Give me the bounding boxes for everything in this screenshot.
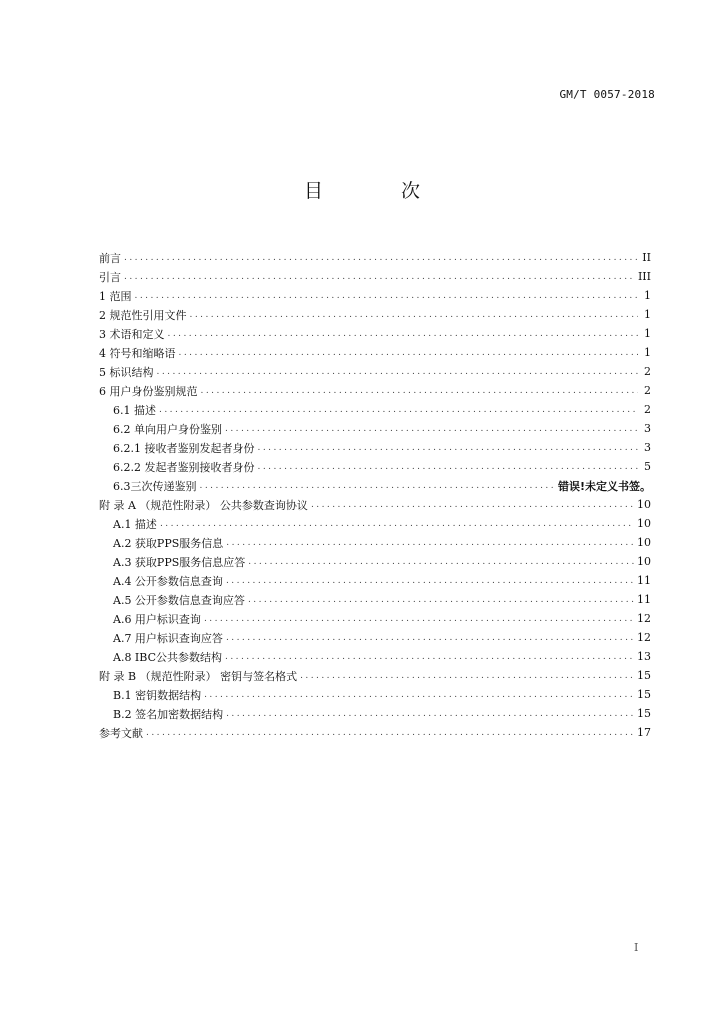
toc-entry-page: 1	[644, 289, 651, 302]
toc-leader-dots	[159, 402, 638, 415]
toc-entry-label: 参考文献	[99, 726, 143, 740]
toc-entry-page: 10	[637, 517, 651, 530]
toc-entry-page: 3	[644, 422, 651, 435]
toc-entry-page: 11	[637, 593, 651, 606]
toc-leader-dots	[311, 497, 634, 510]
toc-entry-page: 13	[637, 650, 651, 663]
toc-entry-label: A.3 获取PPS服务信息应答	[113, 555, 246, 569]
toc-leader-dots	[300, 668, 634, 681]
toc-entry-label: B.2 签名加密数据结构	[113, 707, 224, 721]
toc-entry-label: A.5 公开参数信息查询应答	[113, 593, 245, 607]
toc-leader-dots	[160, 516, 634, 529]
toc-entry[interactable]	[99, 438, 651, 457]
toc-entry-page: III	[637, 270, 651, 283]
toc-leader-dots	[258, 459, 639, 472]
toc-leader-dots	[200, 478, 555, 491]
toc-entry-label: A.7 用户标识查询应答	[113, 631, 223, 645]
toc-entry[interactable]	[99, 286, 651, 305]
toc-entry-page: 10	[637, 536, 651, 549]
toc-entry-page: 10	[637, 555, 651, 568]
toc-entry-page: 12	[637, 631, 651, 644]
toc-entry-label: 附 录 A （规范性附录） 公共参数查询协议	[99, 498, 308, 512]
toc-entry-label: 3 术语和定义	[99, 327, 165, 341]
toc-entry[interactable]	[99, 609, 651, 628]
toc-entry[interactable]	[99, 495, 651, 514]
toc-entry[interactable]	[99, 685, 651, 704]
toc-entry-label: 引言	[99, 270, 121, 284]
toc-entry[interactable]	[99, 476, 651, 495]
toc-leader-dots	[179, 345, 639, 358]
toc-entry[interactable]	[99, 381, 651, 400]
toc-leader-dots	[225, 421, 638, 434]
toc-entry-page: 错误!未定义书签。	[557, 479, 651, 493]
toc-leader-dots	[124, 269, 635, 282]
toc-entry[interactable]	[99, 400, 651, 419]
toc-leader-dots	[190, 307, 639, 320]
toc-leader-dots	[146, 725, 634, 738]
toc-entry-page: 1	[644, 346, 651, 359]
toc-entry-label: 1 范围	[99, 289, 132, 303]
toc-entry-label: 4 符号和缩略语	[99, 346, 176, 360]
toc-entry[interactable]	[99, 571, 651, 590]
toc-entry-page: 2	[644, 365, 651, 378]
toc-entry-label: B.1 密钥数据结构	[113, 688, 202, 702]
toc-entry[interactable]	[99, 704, 651, 723]
toc-leader-dots	[226, 573, 634, 586]
toc-entry-page: 12	[637, 612, 651, 625]
toc-entry-page: 11	[637, 574, 651, 587]
toc-entry-page: 10	[637, 498, 651, 511]
toc-entry[interactable]	[99, 552, 651, 571]
toc-entry-label: 6.2.1 接收者鉴别发起者身份	[113, 441, 255, 455]
toc-leader-dots	[226, 535, 634, 548]
toc-entry-label: A.2 获取PPS服务信息	[113, 536, 224, 550]
toc-entry-page: 15	[637, 707, 651, 720]
toc-leader-dots	[204, 611, 634, 624]
standard-code: GM/T 0057-2018	[559, 88, 655, 101]
toc-entry[interactable]	[99, 305, 651, 324]
toc-entry[interactable]	[99, 647, 651, 666]
toc-entry[interactable]	[99, 533, 651, 552]
table-of-contents	[99, 248, 651, 742]
toc-entry-label: A.4 公开参数信息查询	[113, 574, 223, 588]
toc-entry[interactable]	[99, 324, 651, 343]
toc-entry[interactable]	[99, 457, 651, 476]
toc-entry-page: 15	[637, 688, 651, 701]
toc-entry[interactable]	[99, 419, 651, 438]
toc-entry-label: 6.1 描述	[113, 403, 156, 417]
toc-entry[interactable]	[99, 628, 651, 647]
toc-entry[interactable]	[99, 267, 651, 286]
toc-leader-dots	[135, 288, 639, 301]
toc-entry-label: A.8 IBC公共参数结构	[113, 650, 222, 664]
toc-entry[interactable]	[99, 362, 651, 381]
toc-leader-dots	[204, 687, 634, 700]
toc-leader-dots	[157, 364, 639, 377]
toc-entry[interactable]	[99, 343, 651, 362]
toc-entry-label: A.1 描述	[113, 517, 157, 531]
toc-leader-dots	[201, 383, 639, 396]
toc-entry-page: 17	[637, 726, 651, 739]
toc-entry-label: 6 用户身份鉴别规范	[99, 384, 198, 398]
toc-leader-dots	[124, 250, 638, 263]
toc-entry-page: II	[642, 251, 651, 264]
toc-leader-dots	[226, 630, 634, 643]
toc-entry-label: 2 规范性引用文件	[99, 308, 187, 322]
toc-entry[interactable]	[99, 590, 651, 609]
toc-entry[interactable]	[99, 248, 651, 267]
toc-leader-dots	[258, 440, 639, 453]
toc-entry-label: 6.3三次传递鉴别	[113, 479, 197, 493]
toc-entry[interactable]	[99, 666, 651, 685]
toc-leader-dots	[225, 649, 634, 662]
toc-entry-label: 前言	[99, 251, 121, 265]
toc-entry-page: 3	[644, 441, 651, 454]
toc-leader-dots	[168, 326, 639, 339]
toc-leader-dots	[248, 592, 634, 605]
toc-entry-page: 2	[644, 403, 651, 416]
toc-entry[interactable]	[99, 514, 651, 533]
toc-entry-page: 2	[644, 384, 651, 397]
toc-leader-dots	[226, 706, 634, 719]
toc-entry[interactable]	[99, 723, 651, 742]
toc-entry-page: 1	[644, 308, 651, 321]
toc-entry-label: 5 标识结构	[99, 365, 154, 379]
toc-entry-page: 15	[637, 669, 651, 682]
toc-entry-label: 附 录 B （规范性附录） 密钥与签名格式	[99, 669, 298, 683]
page-title: 目 次	[303, 180, 457, 202]
toc-entry-page: 1	[644, 327, 651, 340]
toc-entry-page: 5	[644, 460, 651, 473]
toc-entry-label: 6.2 单向用户身份鉴别	[113, 422, 222, 436]
toc-entry-label: A.6 用户标识查询	[113, 612, 201, 626]
page-number: I	[634, 941, 639, 954]
toc-entry-label: 6.2.2 发起者鉴别接收者身份	[113, 460, 255, 474]
toc-leader-dots	[248, 554, 634, 567]
